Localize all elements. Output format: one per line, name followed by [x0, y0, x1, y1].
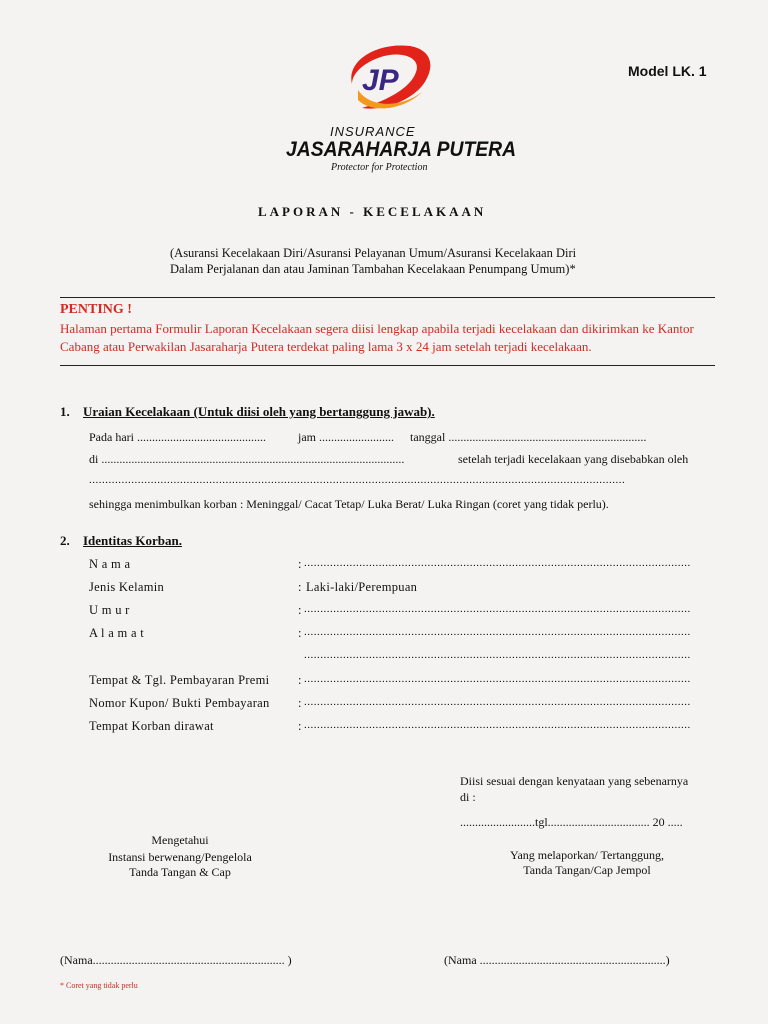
tempat-dirawat-field[interactable]: ....................................................................................................................... — [304, 719, 691, 731]
alamat-field[interactable]: ....................................................................................................................... — [304, 626, 691, 638]
tempat-dirawat-colon: : — [298, 719, 302, 733]
jenis-kelamin-colon: : — [298, 580, 302, 594]
penting-bottom-rule — [60, 365, 715, 366]
section-2-title: Identitas Korban. — [83, 533, 182, 548]
footnote: * Coret yang tidak perlu — [60, 981, 138, 990]
pembayaran-premi-label: Tempat & Tgl. Pembayaran Premi — [89, 673, 270, 687]
pada-hari-field[interactable]: Pada hari ........................................... — [89, 430, 266, 444]
tanda-tangan-cap-label: Tanda Tangan & Cap — [129, 865, 231, 879]
model-label: Model LK. 1 — [628, 63, 707, 79]
pelapor-label: Yang melaporkan/ Tertanggung, — [509, 848, 665, 862]
umur-field[interactable]: ....................................................................................................................... — [304, 603, 691, 615]
nama-field[interactable]: ....................................................................................................................... — [304, 557, 691, 569]
mengetahui-block — [80, 833, 280, 880]
section-2-heading — [60, 533, 182, 549]
nomor-kupon-field[interactable]: ....................................................................................................................... — [304, 696, 691, 708]
nama-pengelola-field[interactable]: (Nama................................................................ ) — [60, 953, 292, 967]
alamat-label: A l a m a t — [89, 626, 145, 640]
jp-logo-icon — [338, 40, 438, 120]
section-1-title: Uraian Kecelakaan (Untuk diisi oleh yang bertanggung jawab). — [83, 404, 435, 419]
instansi-label: Instansi berwenang/Pengelola — [108, 850, 252, 864]
subtitle-line-2: Dalam Perjalanan dan atau Jaminan Tambahan Kecelakaan Penumpang Umum)* — [170, 262, 576, 276]
nama-pelapor-field[interactable]: (Nama ..............................................................) — [444, 953, 670, 967]
section-1-number: 1. — [60, 404, 70, 419]
mengetahui-label: Mengetahui — [151, 833, 209, 847]
lokasi-field[interactable]: di ..................................................................................................... — [89, 452, 405, 466]
pembayaran-premi-field[interactable]: ....................................................................................................................... — [304, 673, 691, 685]
diisi-statement: Diisi sesuai dengan kenyataan yang sebenarnya — [460, 774, 689, 788]
umur-colon: : — [298, 603, 302, 617]
brand-tagline: Protector for Protection — [331, 162, 428, 173]
section-1-heading — [60, 404, 435, 420]
alamat-field-line-2[interactable]: ....................................................................................................................... — [304, 649, 691, 661]
nama-colon: : — [298, 557, 302, 571]
penting-top-rule — [60, 297, 715, 298]
jam-field[interactable]: jam ......................... — [298, 430, 394, 444]
penting-heading: PENTING ! — [60, 302, 132, 317]
jenis-kelamin-value[interactable]: Laki-laki/Perempuan — [306, 580, 418, 594]
penyebab-field[interactable]: ..................................................................................................................................................................... — [89, 474, 626, 486]
nomor-kupon-label: Nomor Kupon/ Bukti Pembayaran — [89, 696, 270, 710]
penting-text: Halaman pertama Formulir Laporan Kecelakaan segera diisi lengkap apabila terjadi kecelakaan dan dikirimkan ke Kantor Cabang atau Perwakilan Jasaraharja Putera terdekat paling lama 3 x 24 jam setelah terjadi kecelakaan. — [60, 321, 694, 354]
brand-insurance-label: INSURANCE — [330, 124, 416, 139]
pelapor-block — [478, 848, 696, 878]
setelah-text: setelah terjadi kecelakaan yang disebabkan oleh — [458, 452, 689, 466]
cap-jempol-label: Tanda Tangan/Cap Jempol — [523, 863, 651, 877]
form-title: LAPORAN - KECELAKAAN — [258, 204, 487, 219]
tempat-dirawat-label: Tempat Korban dirawat — [89, 719, 214, 733]
nama-label: N a m a — [89, 557, 131, 571]
section-2-number: 2. — [60, 533, 70, 548]
logo-text: JP — [362, 64, 399, 97]
korban-statement: sehingga menimbulkan korban : Meninggal/ Cacat Tetap/ Luka Berat/ Luka Ringan (coret yang tidak perlu). — [89, 497, 609, 511]
diisi-location: di : — [460, 790, 476, 804]
date-field[interactable]: .........................tgl.................................. 20 ..... — [460, 815, 683, 829]
tanggal-field[interactable]: tanggal .................................................................. — [410, 430, 647, 444]
form-subtitle — [170, 245, 576, 277]
brand-company-name: JASARAHARJA PUTERA — [286, 138, 517, 161]
nomor-kupon-colon: : — [298, 696, 302, 710]
pembayaran-premi-colon: : — [298, 673, 302, 687]
subtitle-line-1: (Asuransi Kecelakaan Diri/Asuransi Pelayanan Umum/Asuransi Kecelakaan Diri — [170, 246, 577, 260]
alamat-colon: : — [298, 626, 302, 640]
jenis-kelamin-label: Jenis Kelamin — [89, 580, 165, 594]
umur-label: U m u r — [89, 603, 130, 617]
